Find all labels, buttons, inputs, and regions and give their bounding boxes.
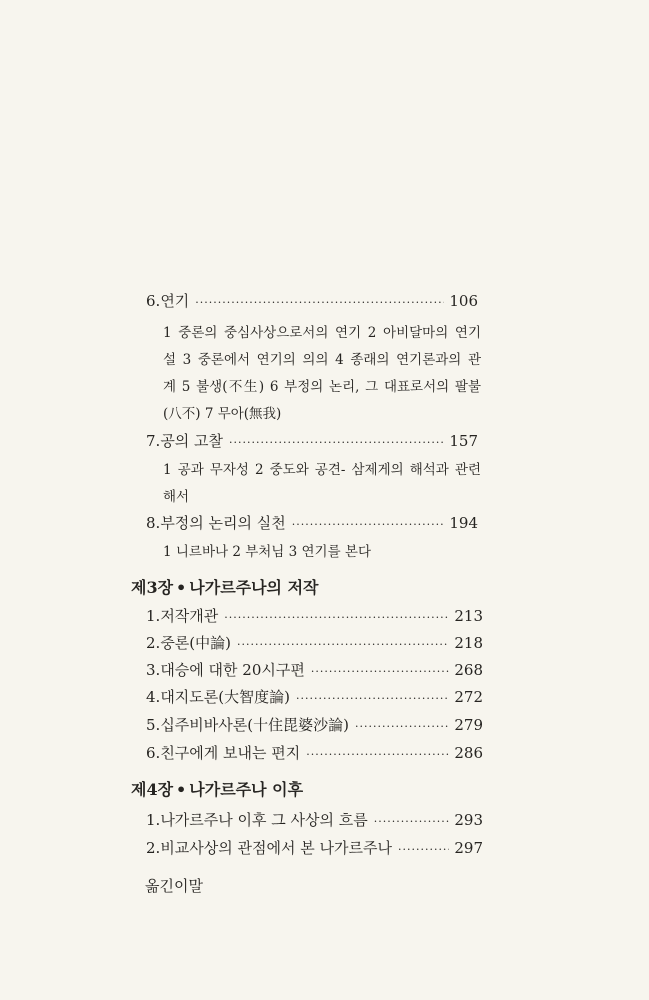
entry-title: 나가르주나 이후 그 사상의 흐름 [160, 811, 368, 829]
toc-entry [0, 633, 649, 655]
entry-number: 6. [146, 292, 161, 310]
leader-dots [195, 293, 444, 313]
leader-dots [292, 515, 445, 535]
entry-sub-line: 설 3 중론에서 연기의 의의 4 종래의 연기론과의 관 [163, 352, 481, 368]
entry-number: 7. [146, 432, 161, 450]
leader-dots [374, 812, 450, 832]
chapter-heading [131, 779, 491, 801]
toc-entry [0, 715, 649, 737]
entry-number: 3. [146, 661, 161, 679]
entry-sub-line: 1 니르바나 2 부처님 3 연기를 본다 [163, 544, 372, 560]
chapter-label: 제3장 [131, 578, 174, 597]
entry-title: 십주비바사론(十住毘婆沙論) [160, 716, 349, 734]
entry-number: 5. [146, 716, 161, 734]
entry-sub-line: 1 중론의 중심사상으로서의 연기 2 아비달마의 연기 [163, 325, 481, 341]
toc-entry [0, 513, 649, 535]
entry-number: 2. [146, 634, 161, 652]
entry-number: 1. [146, 607, 161, 625]
bullet-icon: • [176, 780, 187, 799]
chapter-title: 나가르주나 이후 [189, 780, 304, 799]
leader-dots [398, 840, 449, 860]
toc-entry [0, 810, 649, 832]
entry-title: 중론(中論) [160, 634, 231, 652]
toc-entry [0, 660, 649, 682]
page-number: 218 [454, 634, 483, 652]
page-number: 293 [454, 811, 483, 829]
afterword-entry: 옮긴이말 [145, 877, 203, 895]
entry-title: 대승에 대한 20시구편 [160, 661, 305, 679]
leader-dots [224, 608, 449, 628]
entry-sub-line: 계 5 불생(不生) 6 부정의 논리, 그 대표로서의 팔불 [163, 379, 481, 395]
page-number: 194 [449, 514, 478, 532]
entry-number: 1. [146, 811, 161, 829]
leader-dots [229, 433, 444, 453]
bullet-icon: • [176, 578, 187, 597]
chapter-label: 제4장 [131, 780, 174, 799]
page-number: 157 [449, 432, 478, 450]
page-number: 268 [454, 661, 483, 679]
leader-dots [237, 635, 449, 655]
entry-title: 대지도론(大智度論) [160, 688, 290, 706]
page-number: 272 [454, 688, 483, 706]
leader-dots [306, 745, 449, 765]
entry-title: 공의 고찰 [160, 432, 224, 450]
page-number: 279 [454, 716, 483, 734]
page-number: 297 [454, 839, 483, 857]
toc-entry [0, 743, 649, 765]
entry-title: 부정의 논리의 실천 [160, 514, 286, 532]
entry-title: 저작개관 [160, 607, 219, 625]
leader-dots [296, 689, 449, 709]
entry-title: 연기 [160, 292, 190, 310]
entry-sub-line: 해서 [163, 489, 190, 505]
toc-entry [0, 431, 649, 453]
page-number: 213 [454, 607, 483, 625]
toc-entry [0, 838, 649, 860]
entry-number: 2. [146, 839, 161, 857]
entry-number: 6. [146, 744, 161, 762]
leader-dots [311, 662, 450, 682]
entry-title: 비교사상의 관점에서 본 나가르주나 [160, 839, 392, 857]
chapter-title: 나가르주나의 저작 [189, 578, 319, 597]
entry-sub-line: (八不) 7 무아(無我) [163, 406, 282, 422]
chapter-heading [131, 577, 491, 599]
toc-entry [0, 687, 649, 709]
entry-title: 친구에게 보내는 편지 [160, 744, 301, 762]
entry-number: 4. [146, 688, 161, 706]
entry-sub-line: 1 공과 무자성 2 중도와 공견- 삼제게의 해석과 관련 [163, 462, 481, 478]
toc-entry [0, 291, 649, 313]
page-number: 106 [449, 292, 478, 310]
entry-number: 8. [146, 514, 161, 532]
leader-dots [355, 717, 449, 737]
toc-entry [0, 606, 649, 628]
page-number: 286 [454, 744, 483, 762]
